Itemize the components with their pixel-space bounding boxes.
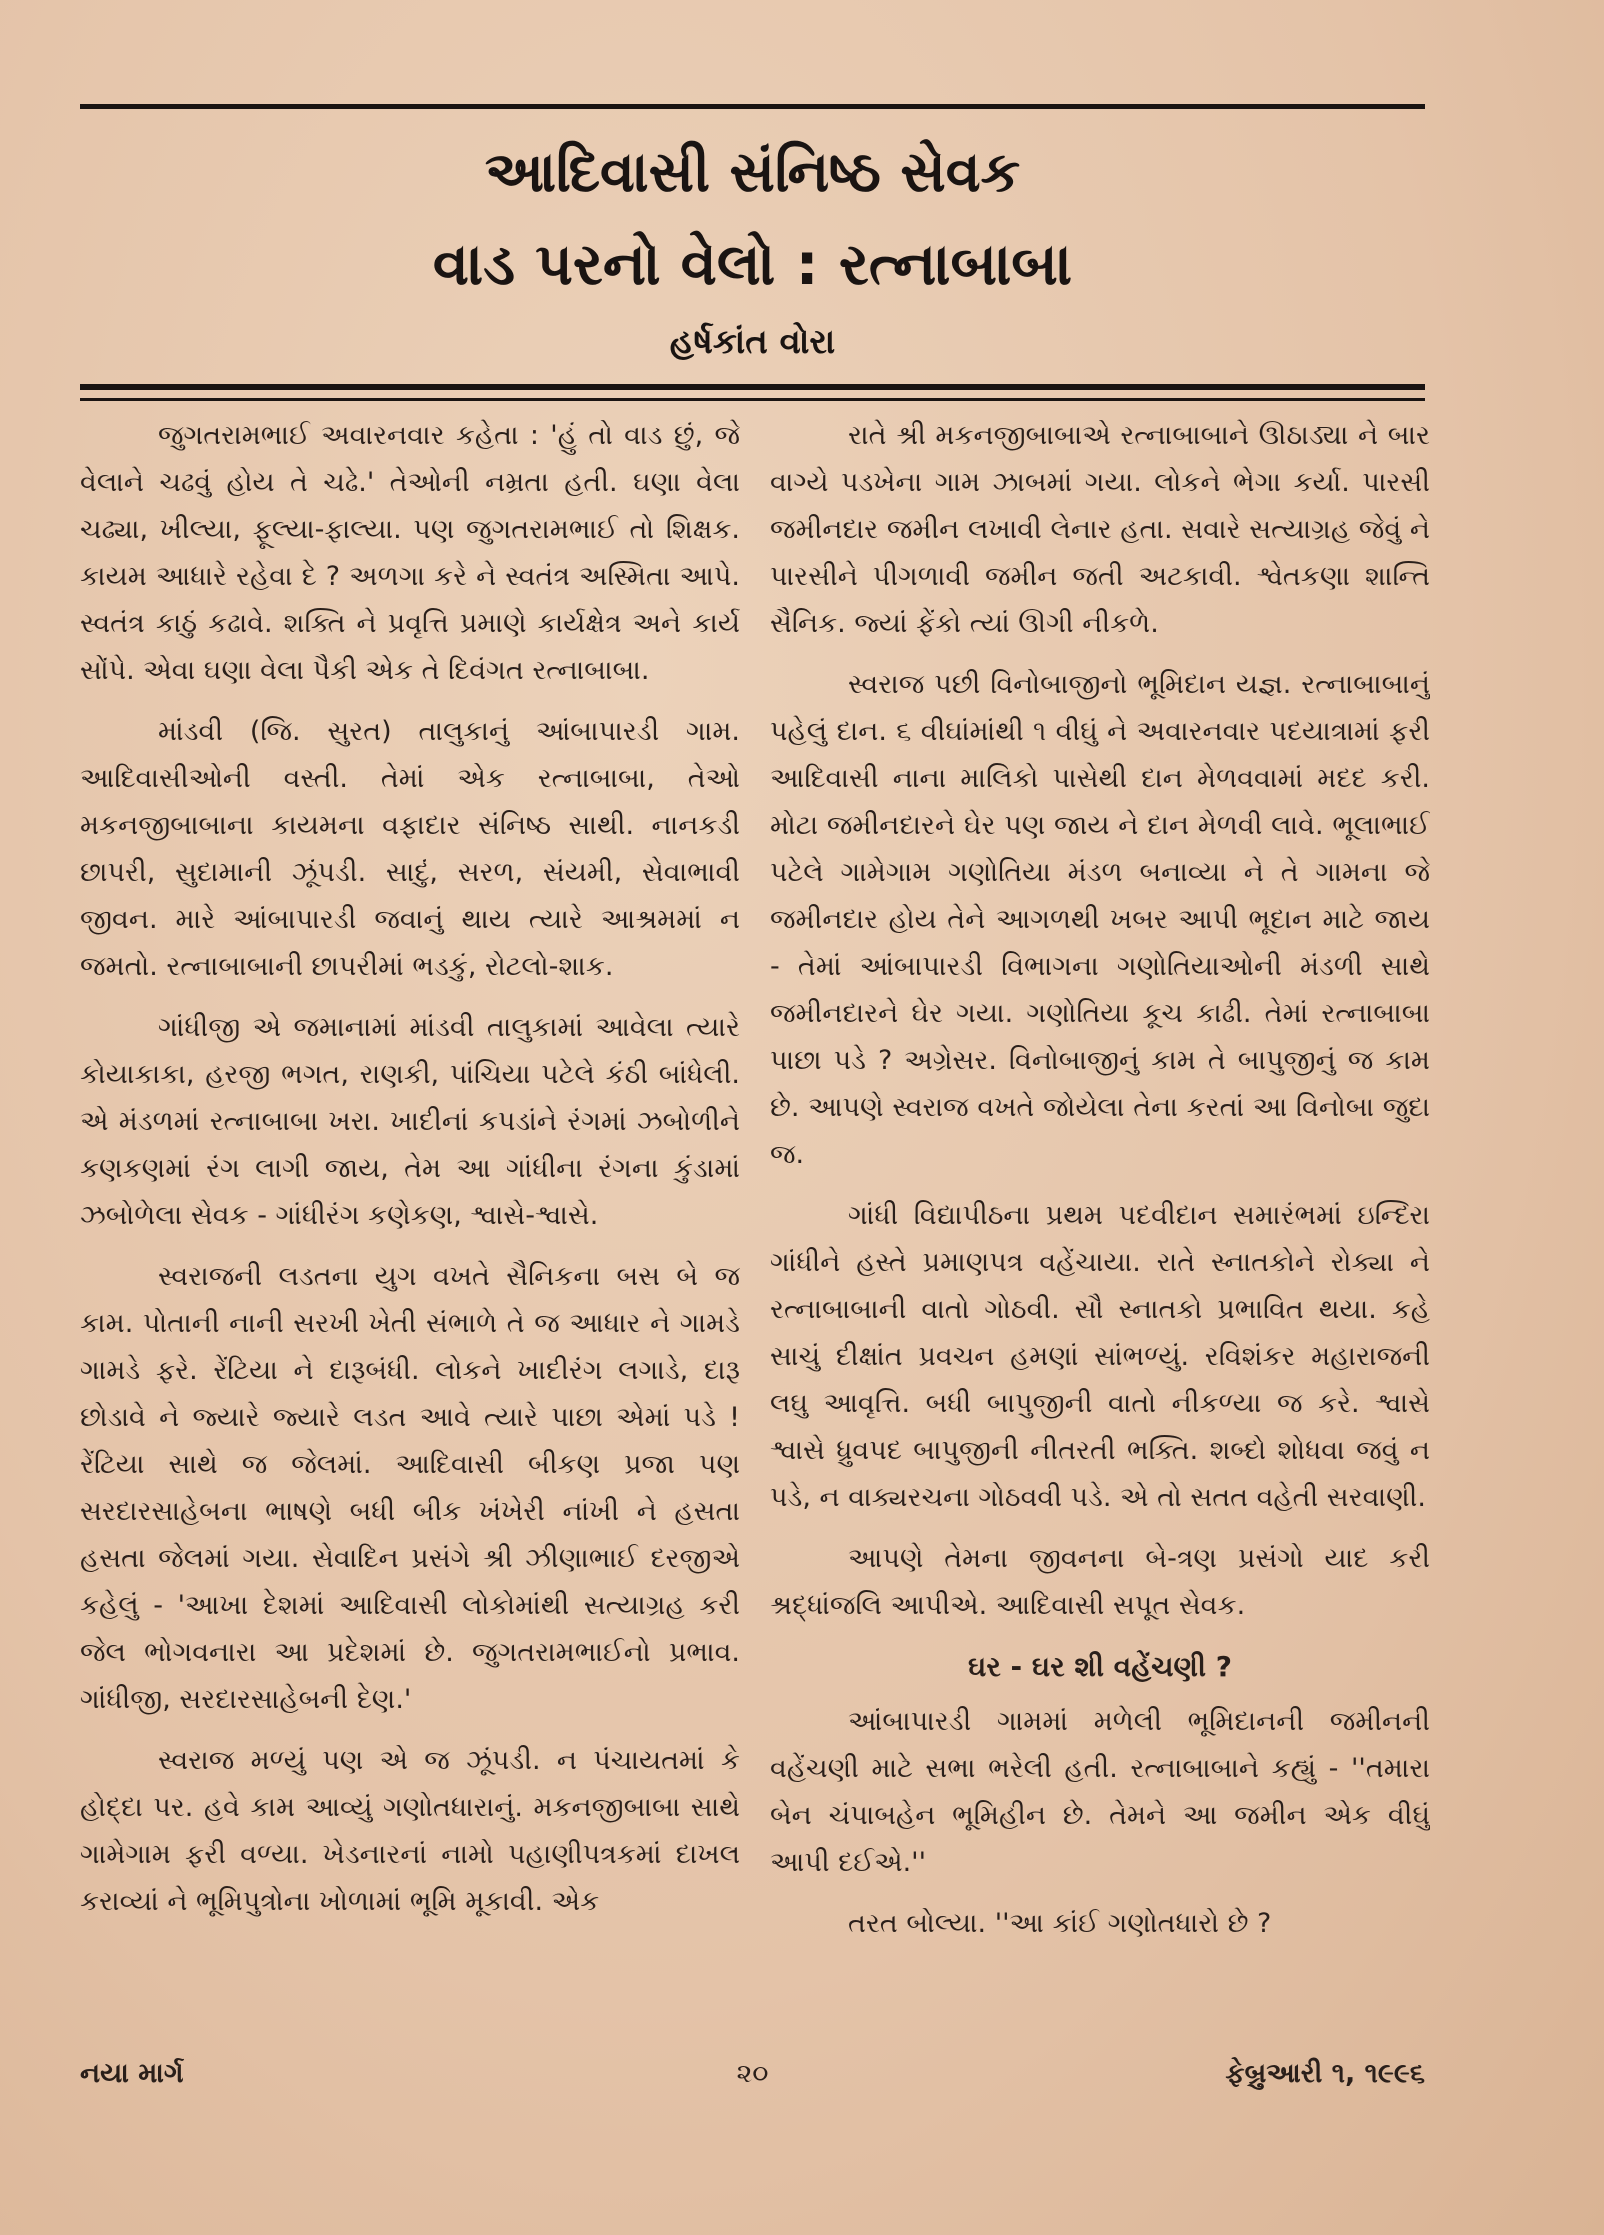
paragraph: સ્વરાજની લડતના યુગ વખતે સૈનિકના બસ બે જ કામ. પોતાની નાની સરખી ખેતી સંભાળે તે જ આધાર ને ગામડે ગામડે ફરે. રેંટિયા ને દારૂબંધી. લોકને ખાદીરંગ લગાડે, દારૂ છોડાવે ને જ્યારે જ્યારે લડત આવે ત્યારે પાછા એમાં પડે ! રેંટિયા સાથે જ જેલમાં. આદિવાસી બીકણ પ્રજા પણ સરદારસાહેબના ભાષણે બધી બીક ખંખેરી નાંખી ને હસતા હસતા જેલમાં ગયા. સેવાદિન પ્રસંગે શ્રી ઝીણાભાઈ દરજીએ કહેલું - 'આખા દેશમાં આદિવાસી લોકોમાંથી સત્યાગ્રહ કરી જેલ ભોગવનારા આ પ્રદેશમાં છે. જુગતરામભાઈનો પ્રભાવ. ગાંધીજી, સરદારસાહેબની દેણ.' bbox=[80, 1261, 740, 1715]
page-number: ૨૦ bbox=[736, 2058, 769, 2089]
paragraph: સ્વરાજ મળ્યું પણ એ જ ઝૂંપડી. ન પંચાયતમાં કે હોદ્દા પર. હવે કામ આવ્યું ગણોતધારાનું. મકનજીબાબા સાથે ગામેગામ ફરી વળ્યા. ખેડનારનાં નામો પહાણીપત્રકમાં દાખલ કરાવ્યાં ને ભૂમિપુત્રોના ખોળામાં ભૂમિ મૂકાવી. એક bbox=[80, 1745, 740, 1917]
page-footer bbox=[80, 2058, 1425, 2098]
paragraph: આપણે તેમના જીવનના બે-ત્રણ પ્રસંગો યાદ કરી શ્રદ્ધાંજલિ આપીએ. આદિવાસી સપૂત સેવક. bbox=[770, 1543, 1430, 1621]
publication-name: નયા માર્ગ bbox=[80, 2058, 184, 2089]
article-title-line2: વાડ પરનો વેલો : રત્નાબાબા bbox=[432, 230, 1073, 298]
paragraph: તરત બોલ્યા. ''આ કાંઈ ગણોતધારો છે ? bbox=[848, 1908, 1272, 1939]
top-rule bbox=[80, 104, 1425, 109]
paragraph: સ્વરાજ પછી વિનોબાજીનો ભૂમિદાન યજ્ઞ. રત્નાબાબાનું પહેલું દાન. ૬ વીઘાંમાંથી ૧ વીઘું ને અવારનવાર પદયાત્રામાં ફરી આદિવાસી નાના માલિકો પાસેથી દાન મેળવવામાં મદદ કરી. મોટા જમીનદારને ઘેર પણ જાય ને દાન મેળવી લાવે. ભૂલાભાઈ પટેલે ગામેગામ ગણોતિયા મંડળ બનાવ્યા ને તે ગામના જે જમીનદાર હોય તેને આગળથી ખબર આપી ભૂદાન માટે જાય - તેમાં આંબાપારડી વિભાગના ગણોતિયાઓની મંડળી સાથે જમીનદારને ઘેર ગયા. ગણોતિયા કૂચ કાઢી. તેમાં રત્નાબાબા પાછા પડે ? અગ્રેસર. વિનોબાજીનું કામ તે બાપુજીનું જ કામ છે. આપણે સ્વરાજ વખતે જોયેલા તેના કરતાં આ વિનોબા જુદા જ. bbox=[770, 669, 1430, 1170]
left-column bbox=[80, 412, 740, 2052]
header-rule-thin bbox=[80, 398, 1425, 401]
header-rule-thick bbox=[80, 384, 1425, 390]
issue-date: ફેબ્રુઆરી ૧, ૧૯૯૬ bbox=[1225, 2058, 1425, 2089]
paragraph: માંડવી (જિ. સુરત) તાલુકાનું આંબાપારડી ગામ. આદિવાસીઓની વસ્તી. તેમાં એક રત્નાબાબા, તેઓ મકનજીબાબાના કાયમના વફાદાર સંનિષ્ઠ સાથી. નાનકડી છાપરી, સુદામાની ઝૂંપડી. સાદું, સરળ, સંયમી, સેવાભાવી જીવન. મારે આંબાપારડી જવાનું થાય ત્યારે આશ્રમમાં ન જમતો. રત્નાબાબાની છાપરીમાં ભડકું, રોટલો-શાક. bbox=[80, 716, 740, 982]
paragraph: આંબાપારડી ગામમાં મળેલી ભૂમિદાનની જમીનની વહેંચણી માટે સભા ભરેલી હતી. રત્નાબાબાને કહ્યું - ''તમારા બેન ચંપાબહેન ભૂમિહીન છે. તેમને આ જમીન એક વીઘું આપી દઈએ.'' bbox=[770, 1706, 1430, 1878]
right-column bbox=[770, 412, 1430, 2052]
author-name: હર્ષકાંત વોરા bbox=[669, 322, 836, 362]
paragraph: ગાંધીજી એ જમાનામાં માંડવી તાલુકામાં આવેલા ત્યારે કોયાકાકા, હરજી ભગત, રાણકી, પાંચિયા પટેલે કંઠી બાંધેલી. એ મંડળમાં રત્નાબાબા ખરા. ખાદીનાં કપડાંને રંગમાં ઝબોળીને કણકણમાં રંગ લાગી જાય, તેમ આ ગાંધીના રંગના કુંડામાં ઝબોળેલા સેવક - ગાંધીરંગ કણેકણ, શ્વાસે-શ્વાસે. bbox=[80, 1012, 740, 1231]
article-title-line1: આદિવાસી સંનિષ્ઠ સેવક bbox=[484, 140, 1021, 205]
paragraph: ગાંધી વિદ્યાપીઠના પ્રથમ પદવીદાન સમારંભમાં ઇન્દિરા ગાંધીને હસ્તે પ્રમાણપત્ર વહેંચાયા. રાતે સ્નાતકોને રોક્યા ને રત્નાબાબાની વાતો ગોઠવી. સૌ સ્નાતકો પ્રભાવિત થયા. કહે સાચું દીક્ષાંત પ્રવચન હમણાં સાંભળ્યું. રવિશંકર મહારાજની લઘુ આવૃત્તિ. બધી બાપુજીની વાતો નીકળ્યા જ કરે. શ્વાસે શ્વાસે ધ્રુવપદ બાપુજીની નીતરતી ભક્તિ. શબ્દો શોધવા જવું ન પડે, ન વાક્યરચના ગોઠવવી પડે. એ તો સતત વહેતી સરવાણી. bbox=[770, 1200, 1430, 1513]
section-subheading: ઘર - ઘર શી વહેંચણી ? bbox=[968, 1650, 1232, 1683]
paragraph: રાતે શ્રી મકનજીબાબાએ રત્નાબાબાને ઊઠાડ્યા ને બાર વાગ્યે પડખેના ગામ ઝાબમાં ગયા. લોકને ભેગા કર્યા. પારસી જમીનદાર જમીન લખાવી લેનાર હતા. સવારે સત્યાગ્રહ જેવું ને પારસીને પીગળાવી જમીન જતી અટકાવી. શ્વેતકણા શાન્તિ સૈનિક. જ્યાં ફેંકો ત્યાં ઊગી નીકળે. bbox=[770, 420, 1430, 639]
paragraph: જુગતરામભાઈ અવારનવાર કહેતા : 'હું તો વાડ છું, જે વેલાને ચઢવું હોય તે ચઢે.' તેઓની નમ્રતા હતી. ઘણા વેલા ચઢ્યા, ખીલ્યા, ફૂલ્યા-ફાલ્યા. પણ જુગતરામભાઈ તો શિક્ષક. કાયમ આધારે રહેવા દે ? અળગા કરે ને સ્વતંત્ર અસ્મિતા આપે. સ્વતંત્ર કાઠું કઢાવે. શક્તિ ને પ્રવૃત્તિ પ્રમાણે કાર્યક્ષેત્ર અને કાર્ય સોંપે. એવા ઘણા વેલા પૈકી એક તે દિવંગત રત્નાબાબા. bbox=[80, 420, 740, 686]
